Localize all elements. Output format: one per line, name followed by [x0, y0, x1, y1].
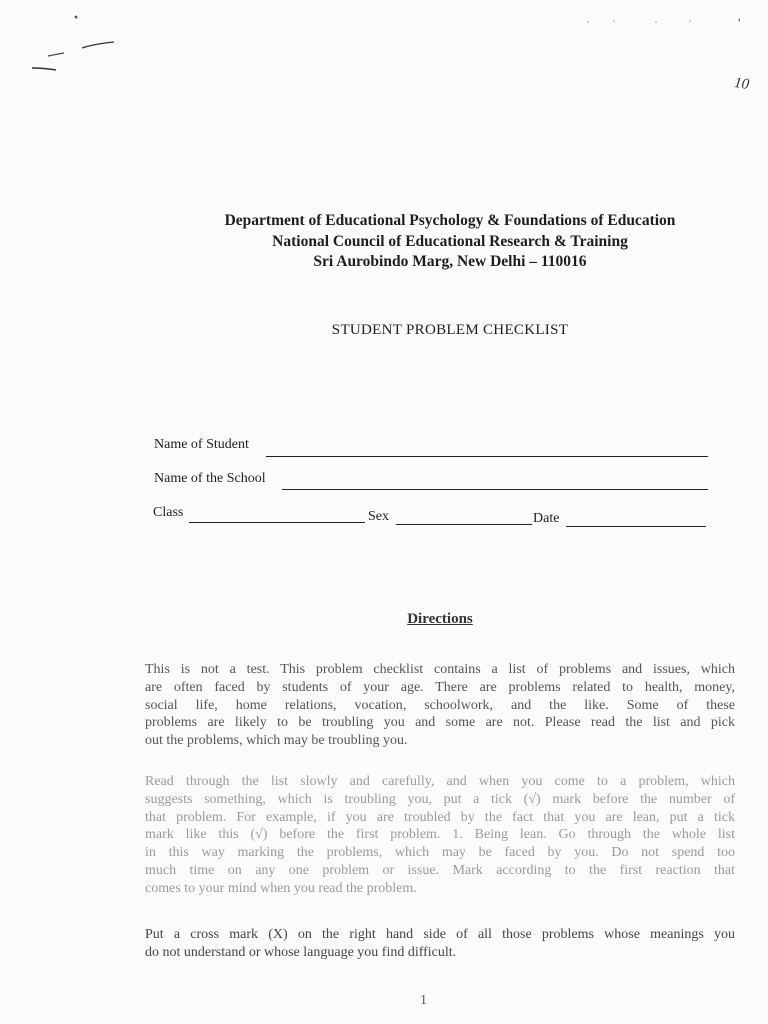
address: Sri Aurobindo Marg, New Delhi – 110016: [313, 253, 587, 270]
pen-scribble-mark: [30, 12, 120, 82]
paragraph-line: comes to your mind when you read the problem.: [145, 880, 417, 896]
directions-paragraph-2: [145, 773, 735, 898]
sex-label: Sex: [368, 509, 389, 524]
date-label: Date: [533, 511, 560, 526]
paragraph-line: social life, home relations, vocation, schoolwork, and the like. Some of these: [145, 697, 735, 713]
paragraph-line: do not understand or whose language you find difficult.: [145, 944, 457, 960]
name-of-student-label: Name of Student: [154, 437, 249, 452]
paragraph-line: that problem. For example, if you are troubled by the fact that you are lean, put a tick: [145, 809, 735, 825]
directions-paragraph-3: [145, 926, 735, 962]
paragraph-line: are often faced by students of your age. There are problems related to health, money,: [145, 679, 735, 695]
paragraph-line: This is not a test. This problem checklist contains a list of problems and issues, which: [145, 662, 735, 677]
directions-paragraph-1: [145, 661, 735, 750]
council-name: National Council of Educational Research & Training: [272, 233, 628, 250]
paragraph-line: out the problems, which may be troubling you.: [145, 733, 408, 749]
scan-speckles: [580, 16, 740, 28]
paragraph-line: mark like this (√) before the first problem. 1. Being lean. Go through the whole list: [145, 827, 735, 843]
name-of-school-field[interactable]: [282, 489, 708, 490]
paragraph-line: Read through the list slowly and carefully, and when you come to a problem, which: [145, 774, 735, 789]
department-name: Department of Educational Psychology & Foundations of Education: [224, 212, 676, 229]
paragraph-line: Put a cross mark (X) on the right hand side of all those problems whose meanings you: [145, 927, 735, 942]
handwritten-page-mark: 10: [733, 75, 751, 93]
date-field[interactable]: [566, 526, 706, 527]
page-number: 1: [420, 993, 427, 1008]
paragraph-line: suggests something, which is troubling you, put a tick (√) mark before the number of: [145, 791, 735, 807]
directions-heading: Directions: [407, 611, 473, 627]
class-field[interactable]: [189, 522, 365, 523]
paragraph-line: in this way marking the problems, which may be faced by you. Do not spend too: [145, 845, 735, 861]
document-title: STUDENT PROBLEM CHECKLIST: [331, 322, 569, 338]
class-label: Class: [153, 505, 184, 520]
paragraph-line: much time on any one problem or issue. Mark according to the first reaction that: [145, 862, 735, 878]
paragraph-line: problems are likely to be troubling you and some are not. Please read the list and pick: [145, 715, 735, 731]
name-of-school-label: Name of the School: [154, 471, 266, 486]
name-of-student-field[interactable]: [266, 456, 708, 457]
sex-field[interactable]: [396, 524, 532, 525]
